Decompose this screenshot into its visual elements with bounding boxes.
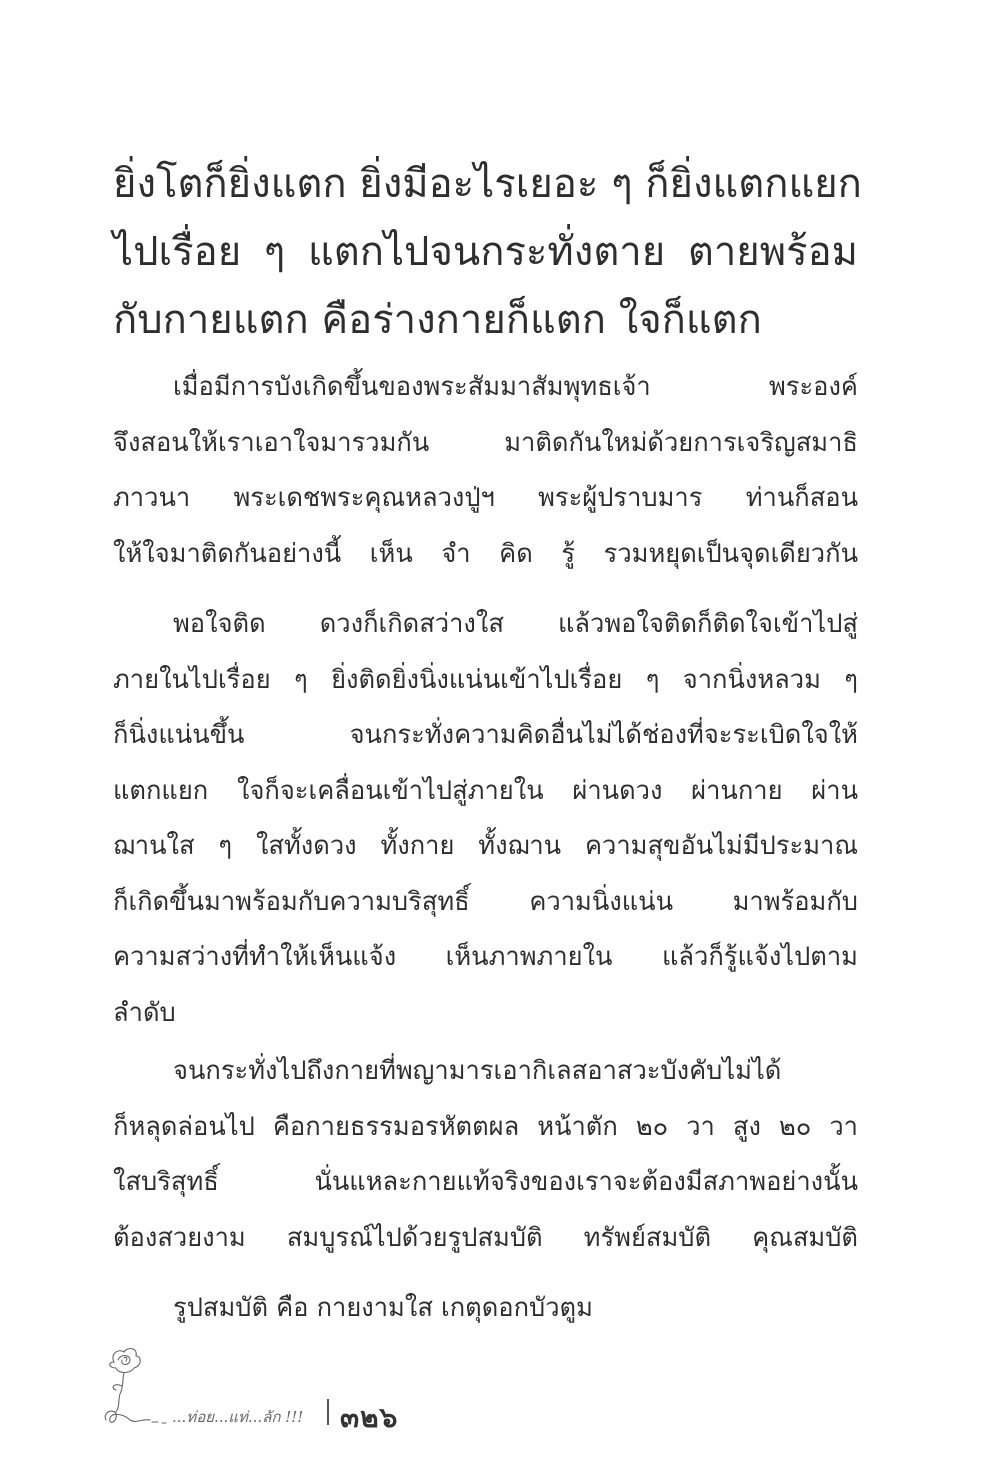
page-number: ๓๒๖ (340, 1401, 399, 1434)
paragraph (113, 1044, 858, 1266)
paragraph-line: เมื่อมีการบังเกิดขึ้นของพระสัมมาสัมพุทธเจ้า พระองค์ (173, 372, 858, 402)
heading-line: ไปเรื่อย ๆ แตกไปจนกระทั่งตาย ตายพร้อม (113, 229, 858, 275)
paragraph-line: รูปสมบัติ คือ กายงามใส เกตุดอกบัวตูม (173, 1293, 593, 1323)
paragraph-line: ก็หลุดล่อนไป คือกายธรรมอรหัตตผล หน้าตัก ๒๐ วา สูง ๒๐ วา (113, 1111, 858, 1142)
page-footer (100, 1342, 420, 1432)
paragraph-line: ลำดับ (113, 997, 176, 1028)
paragraph-line: ต้องสวยงาม สมบูรณ์ไปด้วยรูปสมบัติ ทรัพย์สมบัติ คุณสมบัติ (113, 1222, 858, 1253)
paragraph (113, 360, 858, 582)
paragraph-line: จึงสอนให้เราเอาใจมารวมกัน มาติดกันใหม่ด้วยการเจริญสมาธิ (113, 427, 858, 458)
paragraph-line: ภาวนา พระเดชพระคุณหลวงปู่ฯ พระผู้ปราบมาร ท่านก็สอน (113, 483, 858, 513)
paragraph-line: ก็นิ่งแน่นขึ้น จนกระทั่งความคิดอื่นไม่ได้ช่องที่จะระเบิดใจให้ (113, 720, 858, 750)
heading (113, 150, 862, 354)
handwritten-title: ...ท่อย...แท่...ลัก !!! (172, 1408, 304, 1426)
paragraph-line: ให้ใจมาติดกันอย่างนี้ เห็น จำ คิด รู้ รวมหยุดเป็นจุดเดียวกัน (113, 538, 858, 569)
heading-line: ยิ่งโตก็ยิ่งแตก ยิ่งมีอะไรเยอะ ๆ ก็ยิ่งแตกแยก (113, 161, 862, 207)
paragraph-line: จนกระทั่งไปถึงกายที่พญามารเอากิเลสอาสวะบังคับไม่ได้ (173, 1056, 782, 1086)
paragraph-line: ก็เกิดขึ้นมาพร้อมกับความบริสุทธิ์ ความนิ่งแน่น มาพร้อมกับ (113, 886, 858, 917)
footer-divider (327, 1399, 329, 1425)
paragraph (113, 597, 858, 1041)
page (113, 0, 862, 1479)
paragraph-line: ภายในไปเรื่อย ๆ ยิ่งติดยิ่งนิ่งแน่นเข้าไปเรื่อย ๆ จากนิ่งหลวม ๆ (113, 664, 858, 695)
paragraph-line: ความสว่างที่ทำให้เห็นแจ้ง เห็นภาพภายใน แล้วก็รู้แจ้งไปตาม (113, 942, 858, 972)
lotus-signature-icon (100, 1342, 325, 1432)
paragraph-line: ใสบริสุทธิ์ นั่นแหละกายแท้จริงของเราจะต้องมีสภาพอย่างนั้น (113, 1167, 858, 1197)
paragraph-line: แตกแยก ใจก็จะเคลื่อนเข้าไปสู่ภายใน ผ่านดวง ผ่านกาย ผ่าน (113, 775, 858, 806)
heading-line: กับกายแตก คือร่างกายก็แตก ใจก็แตก (113, 297, 762, 343)
paragraph-line: พอใจติด ดวงก็เกิดสว่างใส แล้วพอใจติดก็ติดใจเข้าไปสู่ (173, 609, 858, 639)
paragraph (113, 1281, 858, 1337)
paragraph-line: ฌานใส ๆ ใสทั้งดวง ทั้งกาย ทั้งฌาน ความสุขอันไม่มีประมาณ (113, 831, 858, 861)
